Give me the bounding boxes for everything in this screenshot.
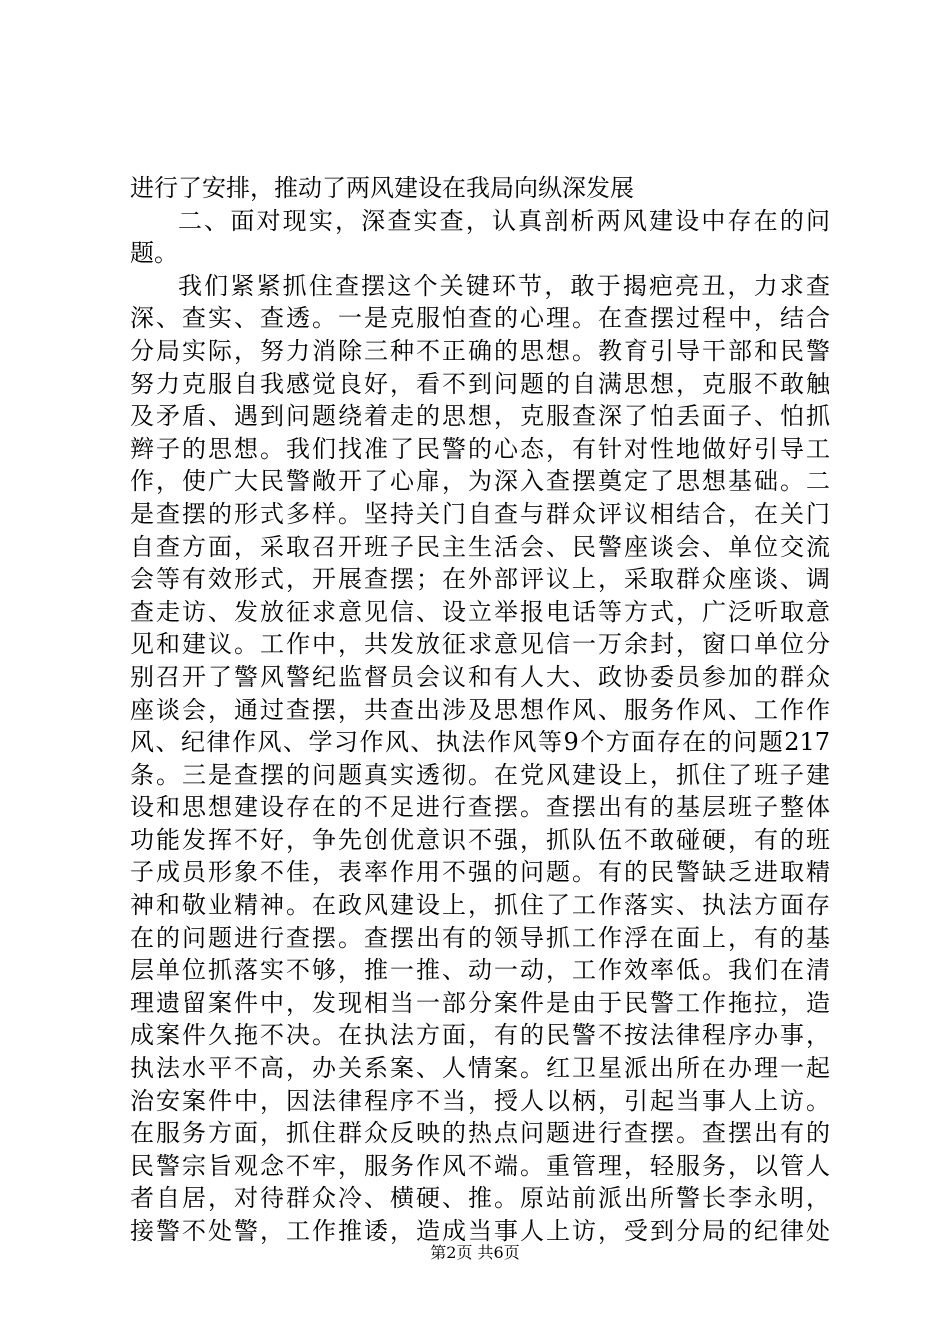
text-line: 见和建议。工作中，共发放征求意见信一万余封，窗口单位分 xyxy=(130,630,830,659)
text-line: 自查方面，采取召开班子民主生活会、民警座谈会、单位交流 xyxy=(130,532,830,561)
text-line: 深、查实、查透。一是克服怕查的心理。在查摆过程中，结合 xyxy=(130,304,830,333)
document-body xyxy=(130,172,830,1248)
text-line: 成案件久拖不决。在执法方面，有的民警不按法律程序办事， xyxy=(130,1021,830,1050)
text-line: 治安案件中，因法律程序不当，授人以柄，引起当事人上访。 xyxy=(130,1086,830,1115)
text-line: 条。三是查摆的问题真实透彻。在党风建设上，抓住了班子建 xyxy=(130,760,830,789)
page-number-footer: 第2页 共6页 xyxy=(430,1243,520,1262)
text-line: 座谈会，通过查摆，共查出涉及思想作风、服务作风、工作作 xyxy=(130,695,830,724)
text-line: 民警宗旨观念不牢，服务作风不端。重管理，轻服务，以管人 xyxy=(130,1151,830,1180)
text-line: 会等有效形式，开展查摆；在外部评议上，采取群众座谈、调 xyxy=(130,565,830,594)
section-heading-line: 二、面对现实，深查实查，认真剖析两风建设中存在的问 xyxy=(178,206,830,235)
text-line: 努力克服自我感觉良好，看不到问题的自满思想，克服不敢触 xyxy=(130,369,830,398)
text-line: 别召开了警风警纪监督员会议和有人大、政协委员参加的群众 xyxy=(130,662,830,691)
text-line: 进行了安排，推动了两风建设在我局向纵深发展 xyxy=(130,174,634,202)
text-line: 设和思想建设存在的不足进行查摆。查摆出有的基层班子整体 xyxy=(130,793,830,822)
text-line: 接警不处警，工作推诿，造成当事人上访，受到分局的纪律处 xyxy=(130,1217,830,1245)
text-line: 分局实际，努力消除三种不正确的思想。教育引导干部和民警 xyxy=(130,336,830,365)
text-line: 及矛盾、遇到问题绕着走的思想，克服查深了怕丢面子、怕抓 xyxy=(130,402,830,431)
text-line: 执法水平不高，办关系案、人情案。红卫星派出所在办理一起 xyxy=(130,1054,830,1083)
text-line: 在的问题进行查摆。查摆出有的领导抓工作浮在面上，有的基 xyxy=(130,923,830,952)
text-line: 神和敬业精神。在政风建设上，抓住了工作落实、执法方面存 xyxy=(130,891,830,920)
text-line: 子成员形象不佳，表率作用不强的问题。有的民警缺乏进取精 xyxy=(130,858,830,887)
text-line: 辫子的思想。我们找准了民警的心态，有针对性地做好引导工 xyxy=(130,434,830,463)
text-line: 作，使广大民警敞开了心扉，为深入查摆奠定了思想基础。二 xyxy=(130,467,830,496)
text-line: 者自居，对待群众冷、横硬、推。原站前派出所警长李永明， xyxy=(130,1184,830,1213)
section-heading-line: 题。 xyxy=(130,239,178,268)
text-line: 理遗留案件中，发现相当一部分案件是由于民警工作拖拉，造 xyxy=(130,988,830,1017)
text-line: 查走访、发放征求意见信、设立举报电话等方式，广泛听取意 xyxy=(130,597,830,626)
text-line: 在服务方面，抓住群众反映的热点问题进行查摆。查摆出有的 xyxy=(130,1119,830,1148)
text-line: 层单位抓落实不够，推一推、动一动，工作效率低。我们在清 xyxy=(130,956,830,985)
text-line: 功能发挥不好，争先创优意识不强，抓队伍不敢碰硬，有的班 xyxy=(130,825,830,854)
text-line: 风、纪律作风、学习作风、执法作风等9个方面存在的问题217 xyxy=(130,728,830,757)
paragraph-first-line: 我们紧紧抓住查摆这个关键环节，敢于揭疤亮丑，力求查 xyxy=(178,271,830,300)
text-line: 是查摆的形式多样。坚持关门自查与群众评议相结合，在关门 xyxy=(130,499,830,528)
